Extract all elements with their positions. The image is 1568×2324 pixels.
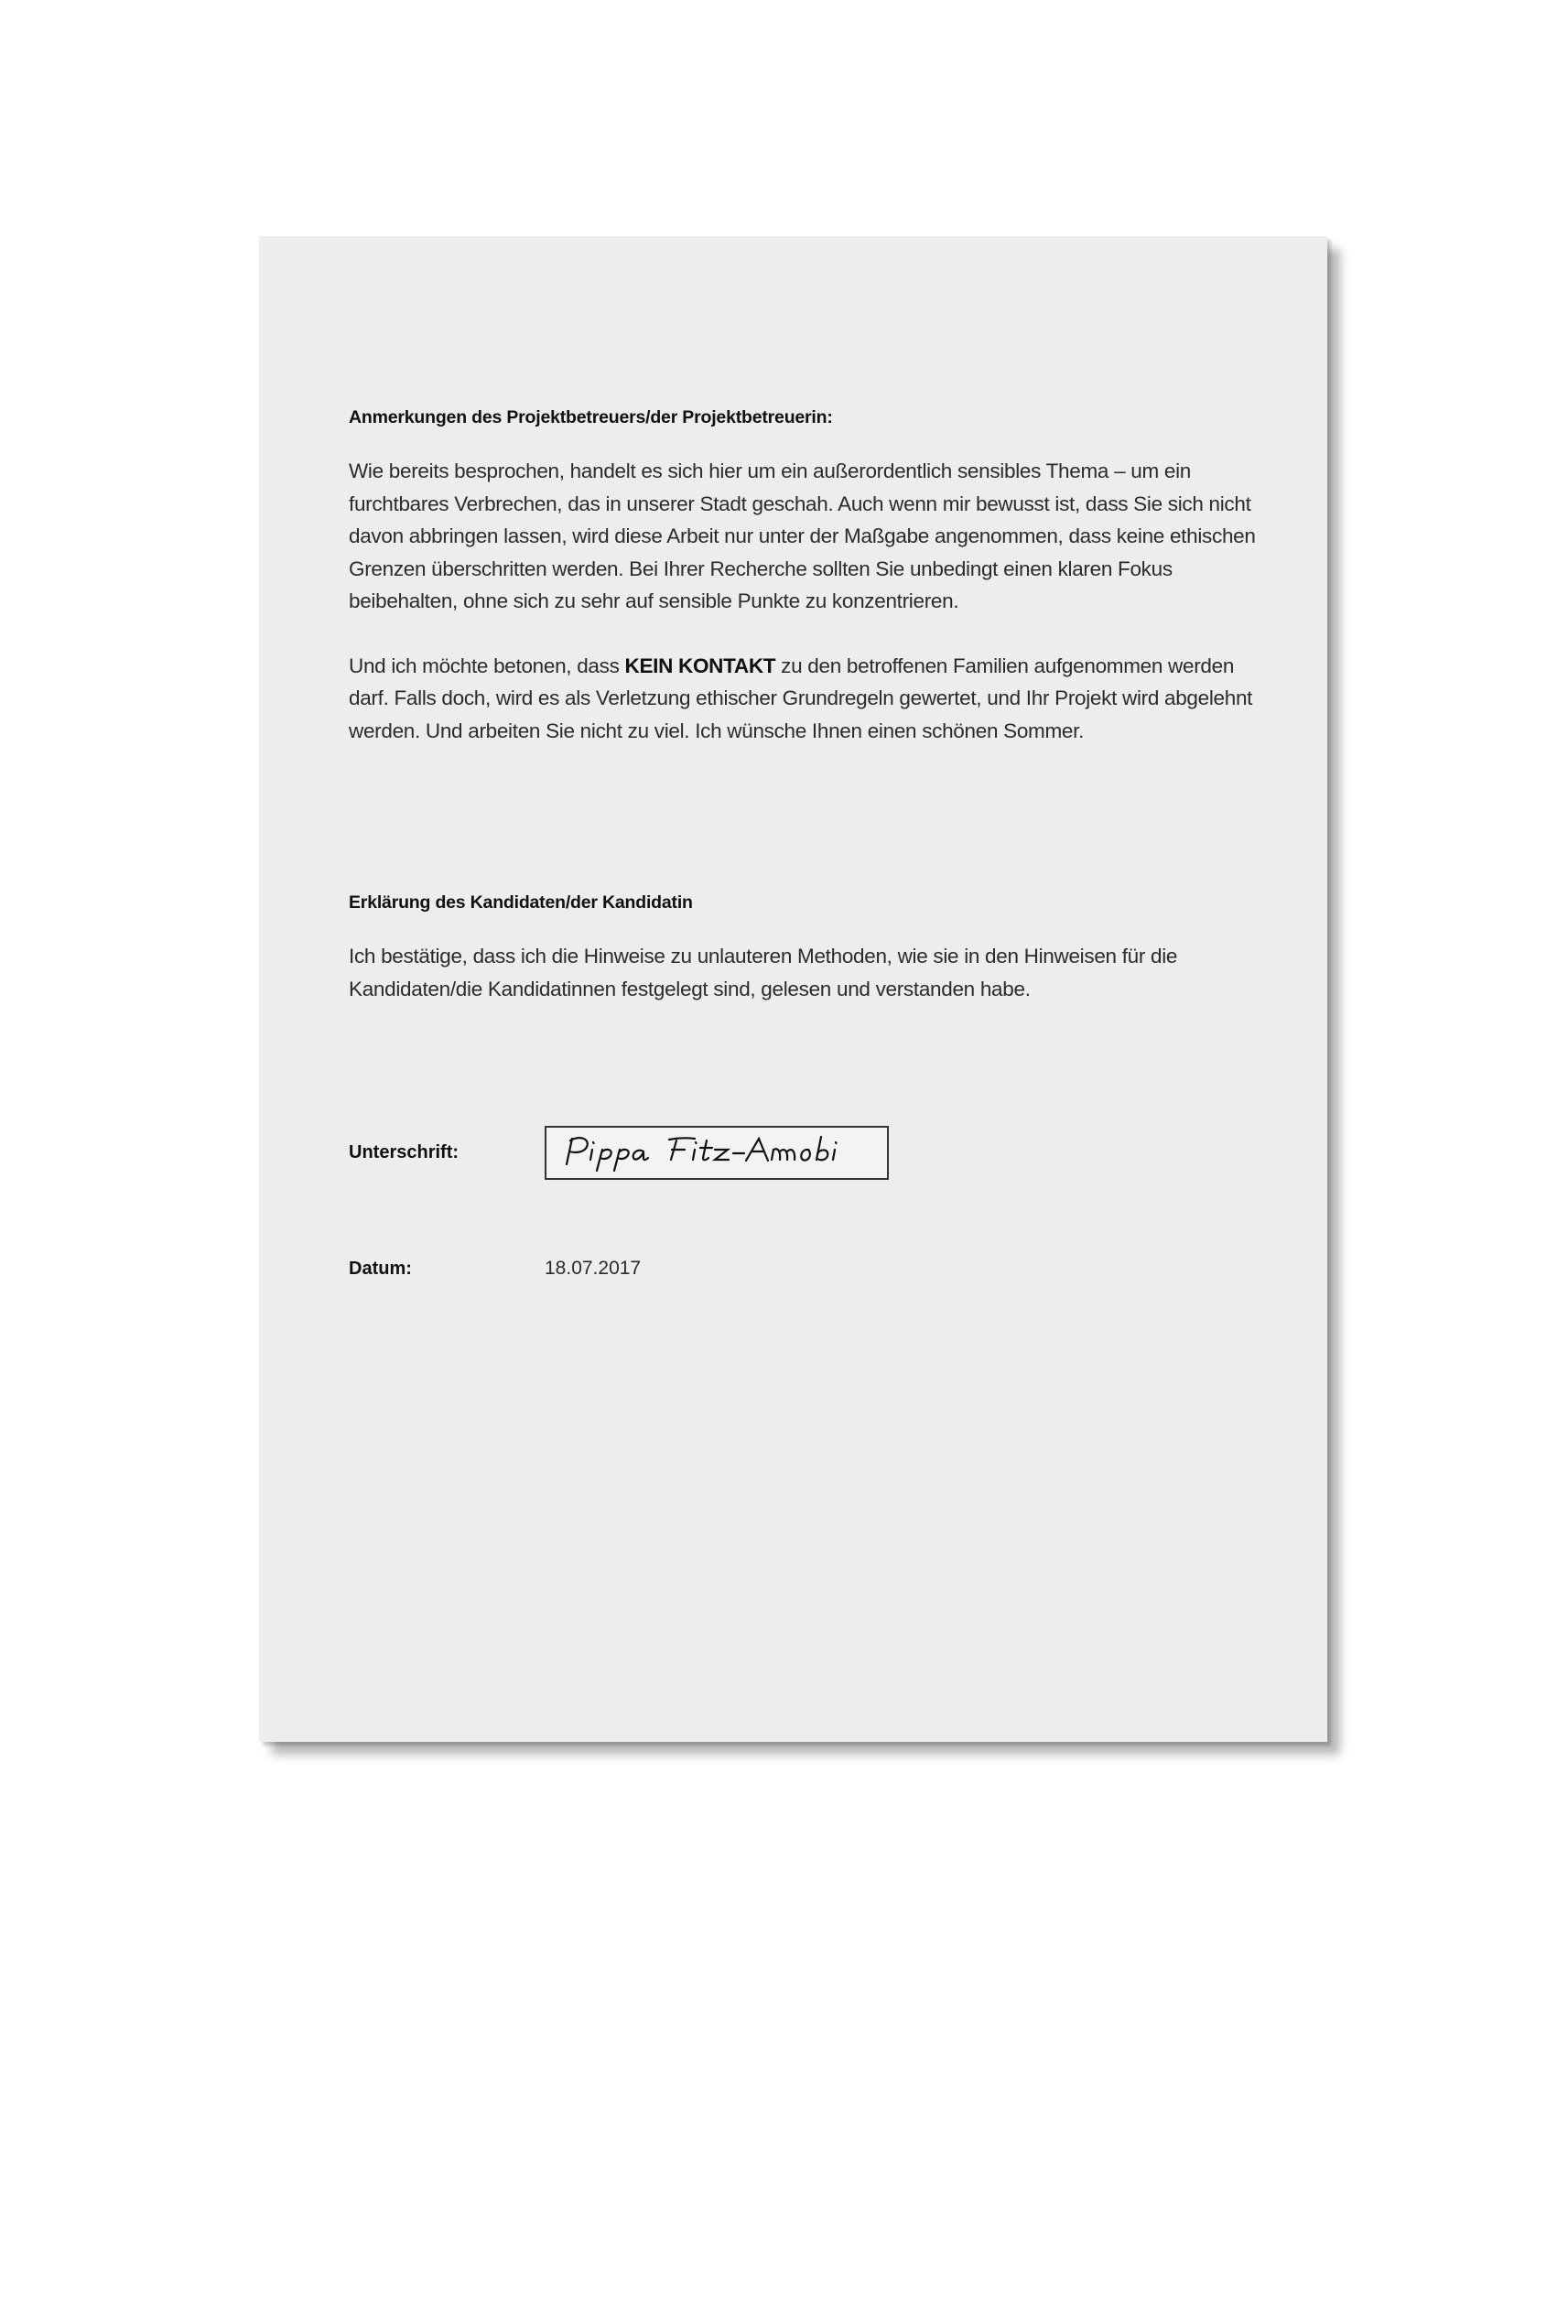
document-sheet bbox=[259, 236, 1327, 1742]
supervisor-notes-paragraph-2 bbox=[349, 650, 1269, 748]
no-contact-emphasis: KEIN KONTAKT bbox=[624, 654, 776, 677]
document-content bbox=[349, 405, 1269, 1280]
supervisor-notes-paragraph-1: Wie bereits besprochen, handelt es sich hier um ein außerordentlich sensibles Thema – um ein furchtbares Verbrechen, das in unserer Stadt geschah. Auch wenn mir bewusst ist, dass Sie sich nicht davon abbringen lassen, wird diese Arbeit nur unter der Maßgabe angenommen, dass keine ethischen Grenzen überschritten werden. Bei Ihrer Recherche sollten Sie unbedingt einen klaren Fokus beibehalten, ohne sich zu sehr auf sensible Punkte zu konzentrieren. bbox=[349, 459, 1256, 612]
signature-box bbox=[545, 1126, 889, 1180]
signature-label: Unterschrift: bbox=[349, 1141, 460, 1162]
date-value: 18.07.2017 bbox=[545, 1258, 642, 1279]
paragraph-2-text-end: zu den betroffenen Familien aufgenommen werden darf. Falls doch, wird es als Verletzung ethischer Grundregeln gewertet, und Ihr Projekt wird abgelehnt werden. Und arbeiten Sie nicht zu viel. Ich wünsche Ihnen einen schönen Sommer. bbox=[349, 654, 1253, 742]
signature-row bbox=[349, 1124, 1269, 1181]
date-label: Datum: bbox=[349, 1258, 412, 1279]
candidate-declaration-heading: Erklärung des Kandidaten/der Kandidatin bbox=[349, 892, 693, 913]
date-row bbox=[349, 1258, 1269, 1280]
supervisor-notes-heading: Anmerkungen des Projektbetreuers/der Projektbetreuerin: bbox=[349, 407, 833, 427]
candidate-declaration-paragraph: Ich bestätige, dass ich die Hinweise zu unlauteren Methoden, wie sie in den Hinweisen für die Kandidaten/die Kandidatinnen festgelegt sind, gelesen und verstanden habe. bbox=[349, 945, 1178, 1000]
paragraph-2-text-start: Und ich möchte betonen, dass bbox=[349, 654, 625, 677]
handwritten-signature bbox=[552, 1130, 881, 1175]
